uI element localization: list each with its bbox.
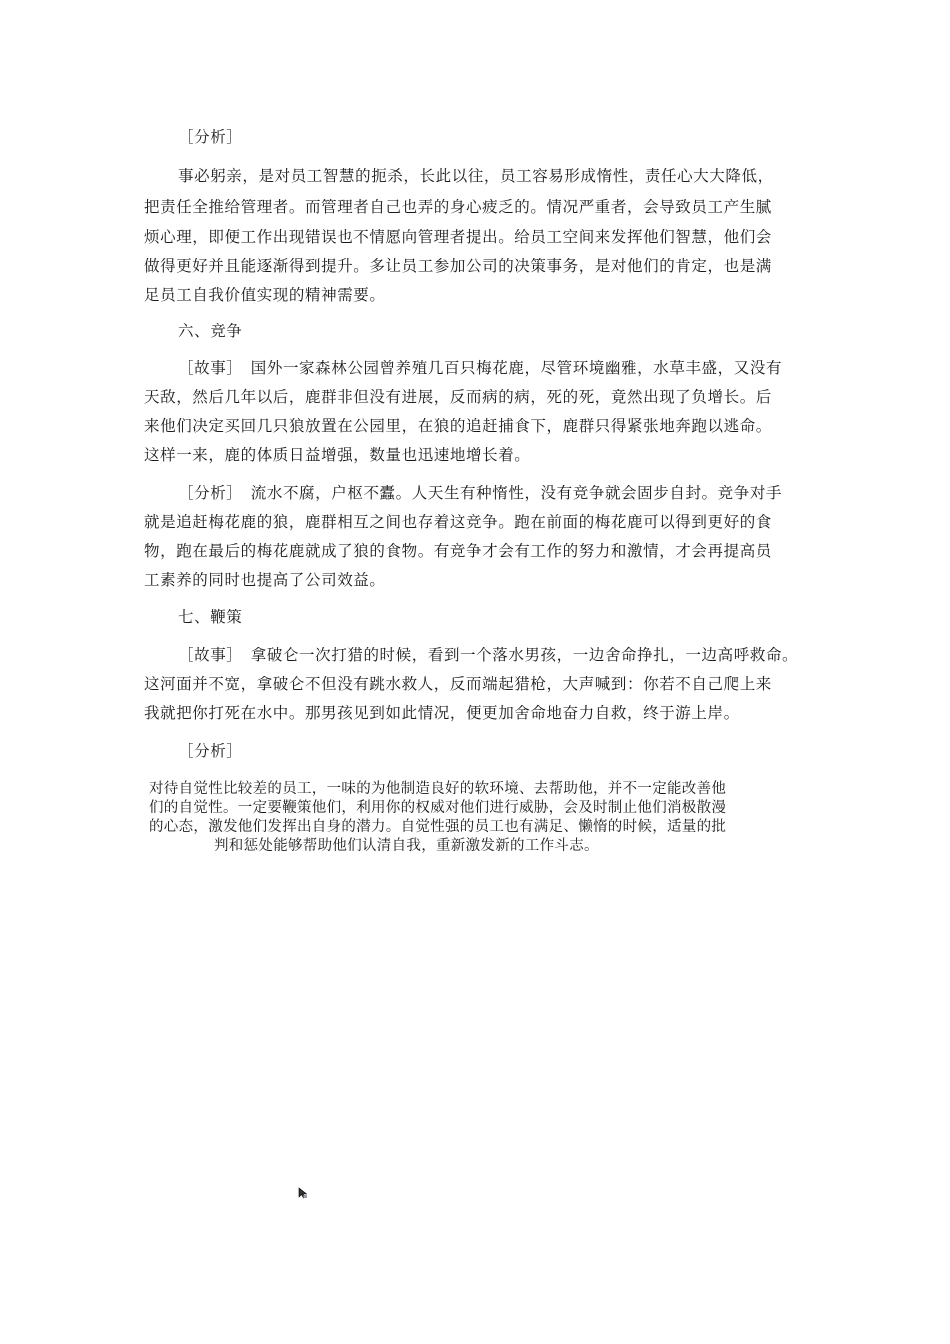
analysis-heading: ［分析］	[178, 742, 243, 760]
paragraph-line: 来他们决定买回几只狼放置在公园里，在狼的追赶捕食下，鹿群只得紧张地奔跑以逃命。	[144, 417, 772, 435]
paragraph-line: 的心态，激发他们发挥出自身的潜力。自觉性强的员工也有满足、懒惰的时候，适量的批	[149, 819, 727, 835]
paragraph-line: ［故事］ 拿破仑一次打猎的时候，看到一个落水男孩，一边舍命挣扎，一边高呼救命。	[178, 646, 799, 664]
paragraph-line: 烦心理，即便工作出现错误也不情愿向管理者提出。给员工空间来发挥他们智慧，他们会	[144, 228, 772, 246]
paragraph-line: 事必躬亲，是对员工智慧的扼杀，长此以往，员工容易形成惰性，责任心大大降低，	[178, 167, 774, 185]
paragraph-line: 我就把你打死在水中。那男孩见到如此情况，便更加舍命地奋力自救，终于游上岸。	[144, 704, 740, 722]
paragraph-line: 物，跑在最后的梅花鹿就成了狼的食物。有竞争才会有工作的努力和激情，才会再提高员	[144, 542, 772, 560]
paragraph-line: 判和惩处能够帮助他们认清自我，重新激发新的工作斗志。	[214, 838, 599, 854]
paragraph-line: 这样一来，鹿的体质日益增强，数量也迅速地增长着。	[144, 446, 531, 464]
paragraph-line: ［故事］ 国外一家森林公园曾养殖几百只梅花鹿，尽管环境幽雅，水草丰盛，又没有	[178, 359, 783, 377]
paragraph-line: 工素养的同时也提高了公司效益。	[144, 571, 386, 589]
cursor-icon	[298, 1187, 308, 1199]
section-heading-spur: 七、鞭策	[178, 608, 243, 626]
paragraph-line: 足员工自我价值实现的精神需要。	[144, 286, 386, 304]
paragraph-line: ［分析］ 流水不腐，户枢不蠹。人天生有种惰性，没有竞争就会固步自封。竞争对手	[178, 484, 783, 502]
analysis-heading: ［分析］	[178, 128, 243, 146]
paragraph-line: 们的自觉性。一定要鞭策他们，利用你的权威对他们进行威胁，会及时制止他们消极散漫	[149, 800, 727, 816]
paragraph-line: 对待自觉性比较差的员工，一味的为他制造良好的软环境、去帮助他，并不一定能改善他	[149, 781, 727, 797]
section-heading-competition: 六、竞争	[178, 322, 243, 340]
paragraph-line: 把责任全推给管理者。而管理者自己也弄的身心疲乏的。情况严重者，会导致员工产生腻	[144, 198, 772, 216]
paragraph-line: 这河面并不宽，拿破仑不但没有跳水救人，反而端起猎枪，大声喊到：你若不自己爬上来	[144, 675, 772, 693]
paragraph-line: 做得更好并且能逐渐得到提升。多让员工参加公司的决策事务，是对他们的肯定，也是满	[144, 257, 772, 275]
paragraph-line: 天敌，然后几年以后，鹿群非但没有进展，反而病的病，死的死，竟然出现了负增长。后	[144, 388, 772, 406]
paragraph-line: 就是追赶梅花鹿的狼，鹿群相互之间也存着这竞争。跑在前面的梅花鹿可以得到更好的食	[144, 513, 772, 531]
